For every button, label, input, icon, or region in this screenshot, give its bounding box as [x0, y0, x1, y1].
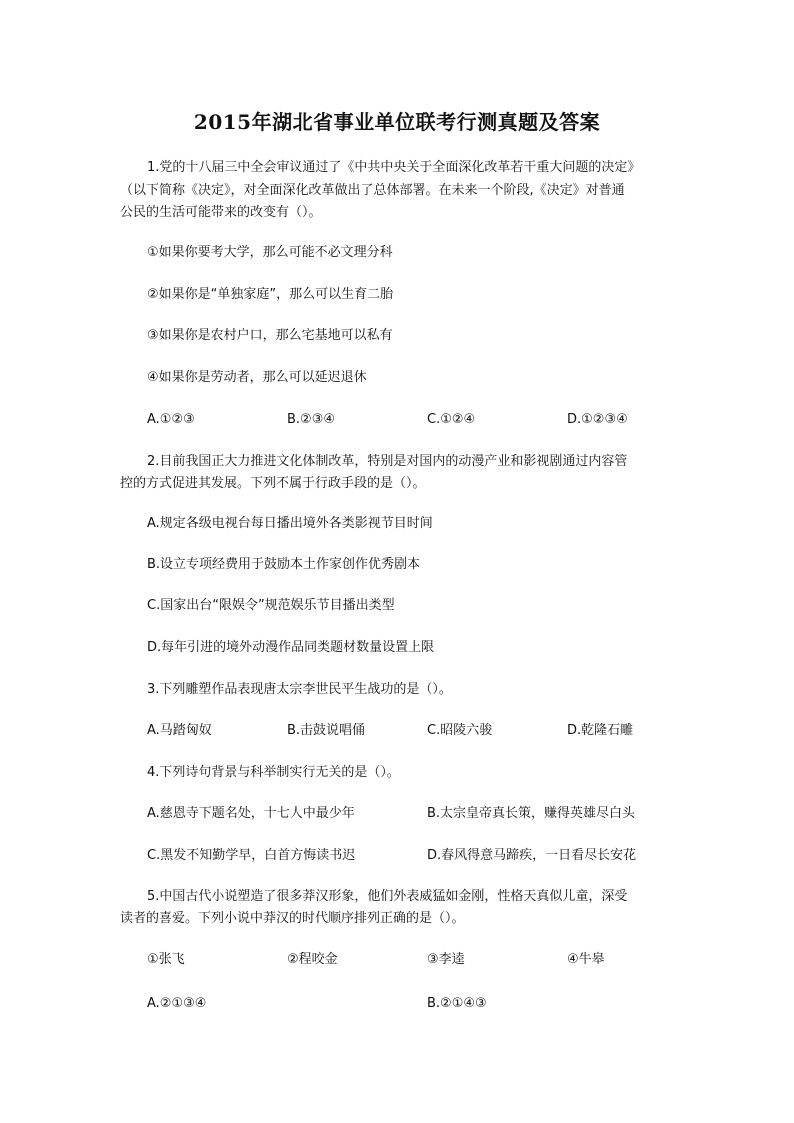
document-title: 2015年湖北省事业单位联考行测真题及答案 — [193, 110, 601, 134]
q1-option-a: A.①②③ — [147, 412, 195, 427]
q4-option-d: D.春风得意马蹄疾，一日看尽长安花 — [427, 848, 637, 863]
q3-option-b: B.击鼓说唱俑 — [287, 723, 366, 738]
q5-stem-line2: 读者的喜爱。下列小说中莽汉的时代顺序排列正确的是（）。 — [120, 911, 465, 926]
q2-option-b: B.设立专项经费用于鼓励本土作家创作优秀剧本 — [147, 557, 421, 572]
q4-option-a: A.慈恩寺下题名处，十七人中最少年 — [147, 806, 355, 821]
q3-stem: 3.下列雕塑作品表现唐太宗李世民平生战功的是（）。 — [147, 682, 452, 697]
q4-option-b: B.太宗皇帝真长策，赚得英雄尽白头 — [427, 806, 636, 821]
q3-option-d: D.乾隆石雕 — [567, 723, 634, 738]
q2-stem-line1: 2.目前我国正大力推进文化体制改革，特别是对国内的动漫产业和影视剧通过内容管 — [147, 454, 628, 469]
q5-item-2: ②程咬金 — [287, 952, 338, 967]
q2-option-a: A.规定各级电视台每日播出境外各类影视节目时间 — [147, 516, 433, 531]
q2-option-c: C.国家出台“限娱令”规范娱乐节目播出类型 — [147, 598, 395, 613]
q2-stem-line2: 控的方式促进其发展。下列不属于行政手段的是（）。 — [120, 476, 426, 491]
q5-item-1: ①张飞 — [147, 952, 185, 967]
q1-statement-3: ③如果你是农村户口，那么宅基地可以私有 — [147, 328, 393, 343]
q1-stem-line3: 公民的生活可能带来的改变有（）。 — [120, 205, 322, 220]
q1-option-b: B.②③④ — [287, 412, 336, 427]
q2-option-d: D.每年引进的境外动漫作品同类题材数量设置上限 — [147, 640, 435, 655]
q1-stem-line1: 1.党的十八届三中全会审议通过了《中共中央关于全面深化改革若干重大问题的决定》 — [147, 160, 641, 175]
q1-statement-2: ②如果你是“单独家庭”，那么可以生育二胎 — [147, 287, 394, 302]
q4-option-c: C.黑发不知勤学早，白首方悔读书迟 — [147, 848, 356, 863]
q4-stem: 4.下列诗句背景与科举制实行无关的是（）。 — [147, 765, 400, 780]
q5-option-b: B.②①④③ — [427, 996, 487, 1011]
q5-item-4: ④牛皋 — [567, 952, 605, 967]
q1-option-d: D.①②③④ — [567, 412, 628, 427]
q3-option-c: C.昭陵六骏 — [427, 723, 493, 738]
q5-option-a: A.②①③④ — [147, 996, 207, 1011]
q1-statement-4: ④如果你是劳动者，那么可以延迟退休 — [147, 370, 367, 385]
q1-statement-1: ①如果你要考大学，那么可能不必文理分科 — [147, 245, 393, 260]
q1-stem-line2: （以下简称《决定》，对全面深化改革做出了总体部署。在未来一个阶段,《决定》对普通 — [120, 183, 625, 198]
q5-stem-line1: 5.中国古代小说塑造了很多莽汉形象，他们外表威猛如金刚，性格天真似儿童，深受 — [147, 889, 628, 904]
q1-option-c: C.①②④ — [427, 412, 476, 427]
q3-option-a: A.马踏匈奴 — [147, 723, 212, 738]
q5-item-3: ③李逵 — [427, 952, 465, 967]
